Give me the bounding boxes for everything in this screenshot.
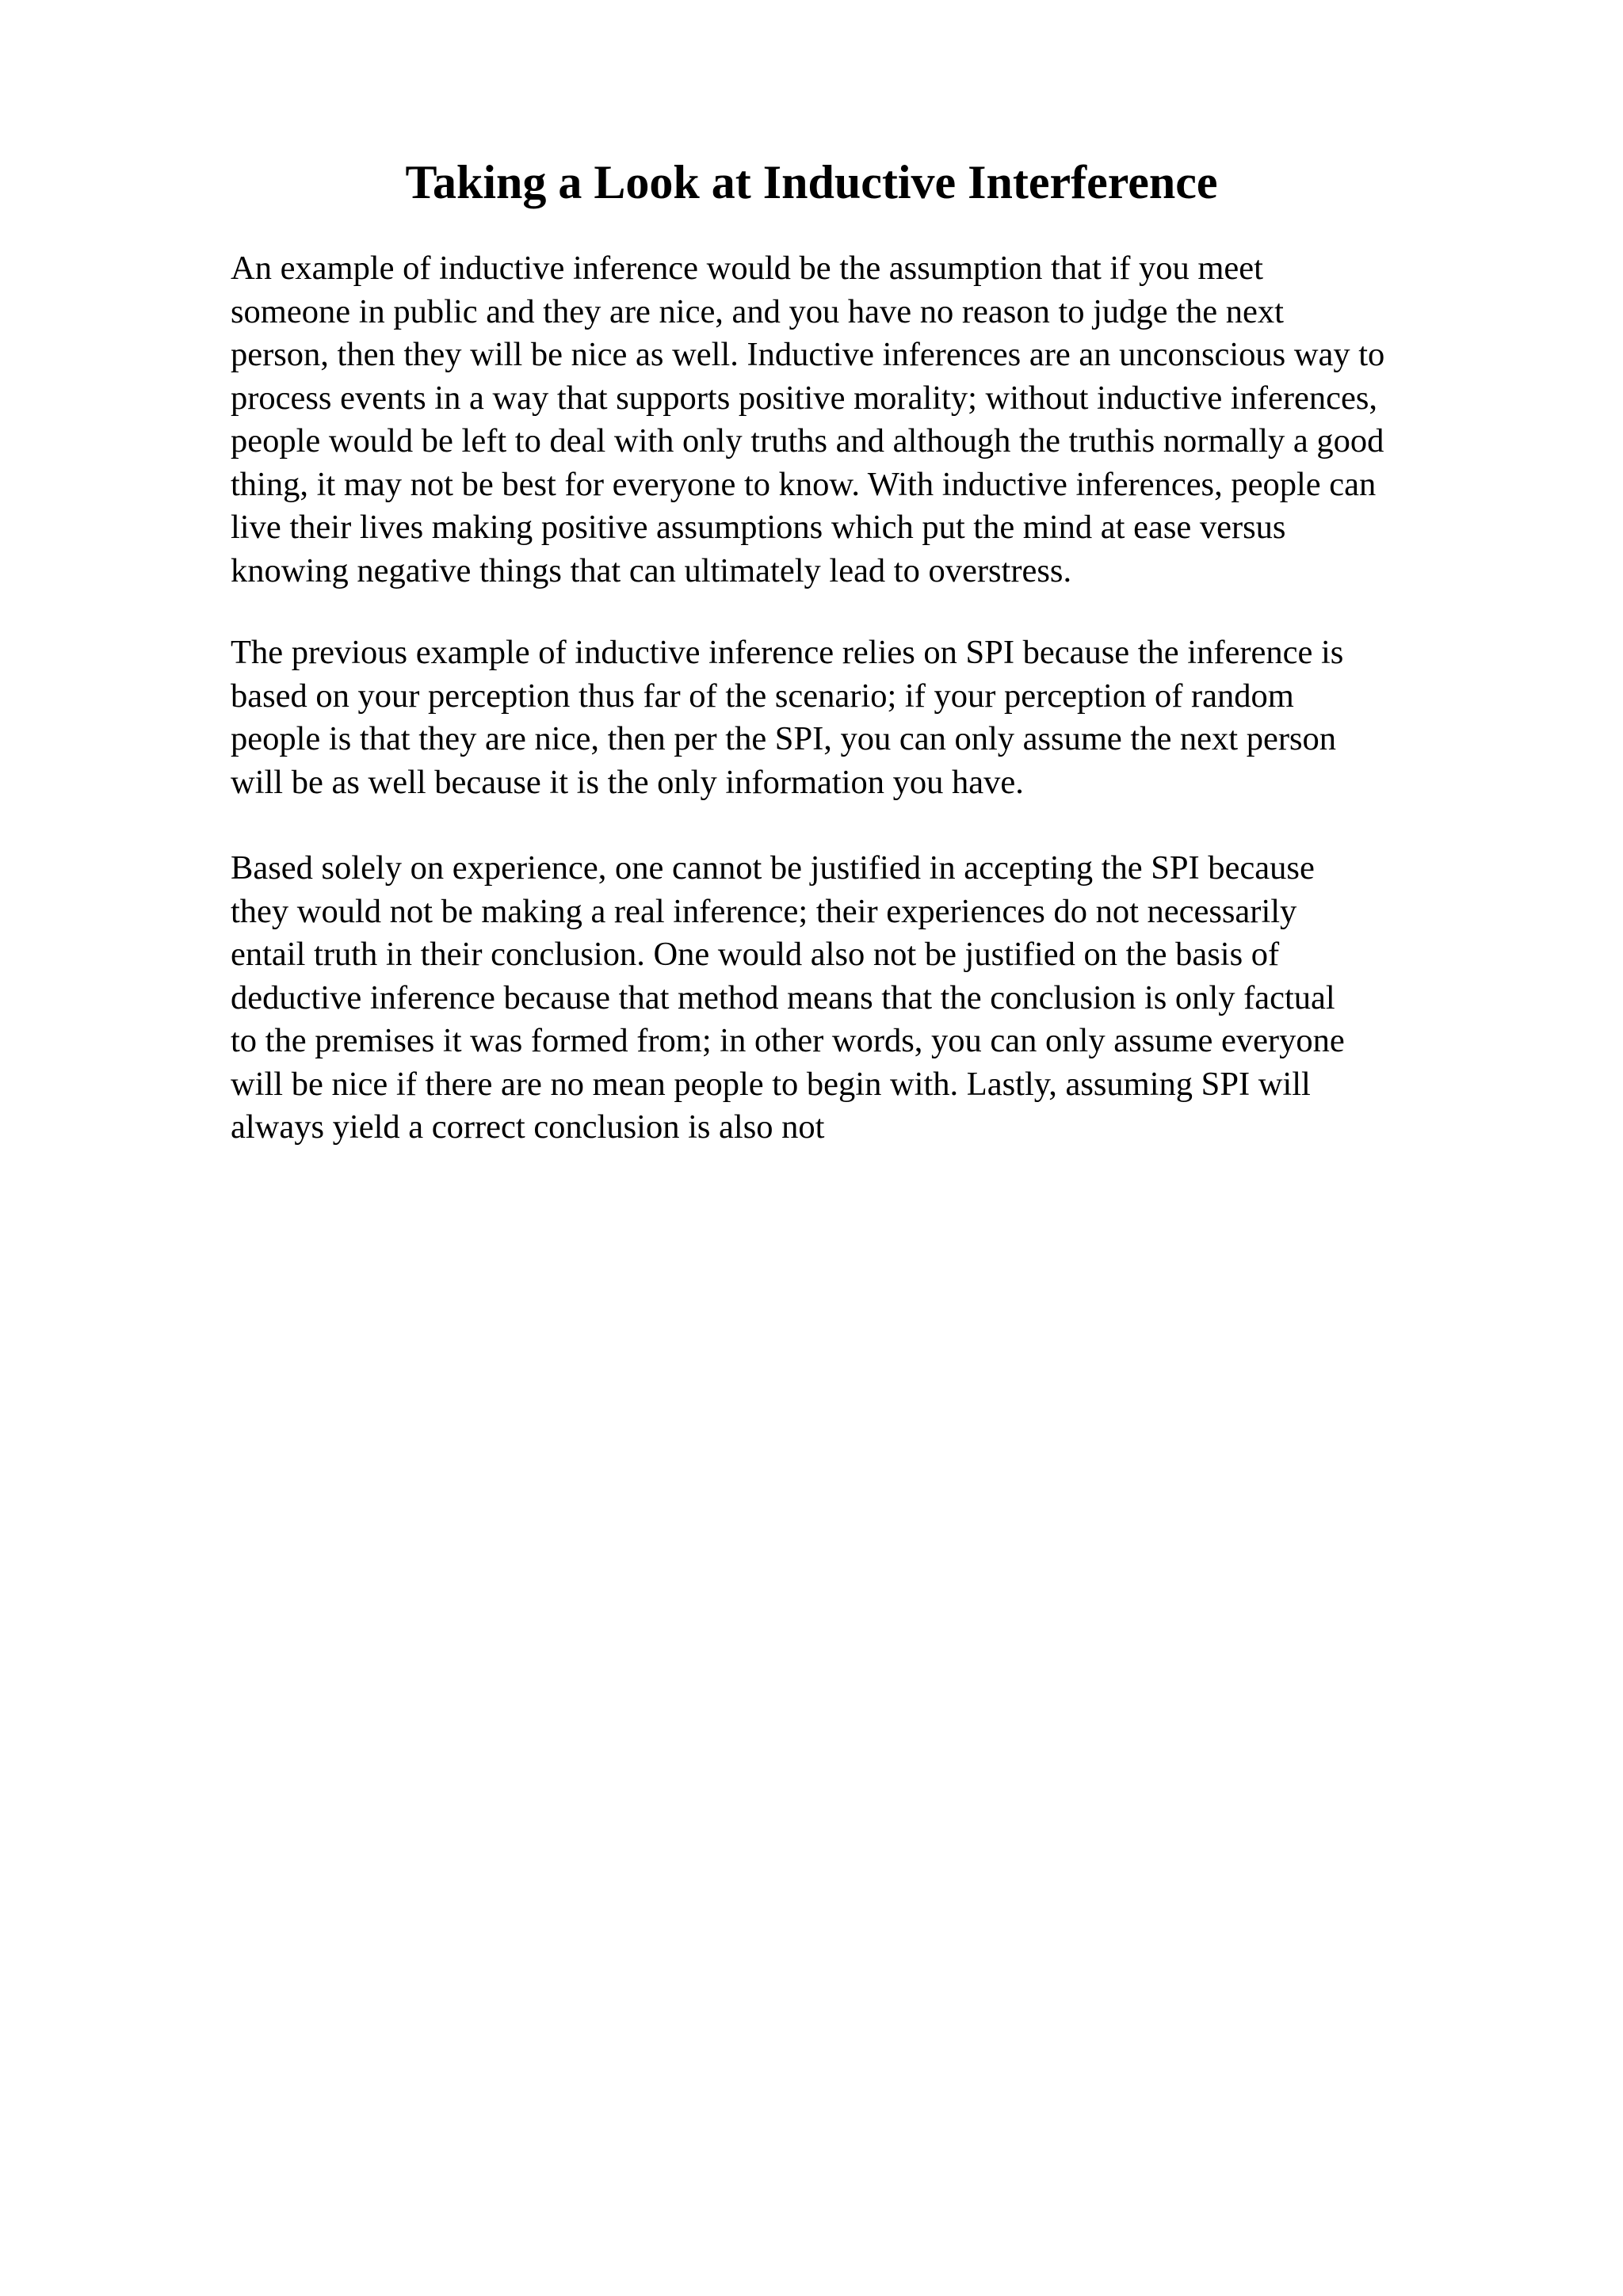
text-line: will be nice if there are no mean people to begin with. Lastly, assuming SPI will xyxy=(231,1065,1311,1103)
text-line: knowing negative things that can ultimately lead to overstress. xyxy=(231,551,1072,589)
text-line: they would not be making a real inference; their experiences do not necessarily xyxy=(231,892,1297,930)
text-line: someone in public and they are nice, and you have no reason to judge the next xyxy=(231,292,1284,330)
text-line: process events in a way that supports positive morality; without inductive inferences, xyxy=(231,379,1378,417)
text-line: entail truth in their conclusion. One would also not be justified on the basis of xyxy=(231,936,1280,973)
text-line: based on your perception thus far of the scenario; if your perception of random xyxy=(231,677,1294,715)
text-line: Based solely on experience, one cannot be justified in accepting the SPI because xyxy=(231,849,1315,887)
text-line: people would be left to deal with only truths and although the truthis normally a good xyxy=(231,422,1384,460)
text-line: An example of inductive inference would be the assumption that if you meet xyxy=(231,250,1263,287)
text-line: live their lives making positive assumptions which put the mind at ease versus xyxy=(231,509,1286,546)
text-line: person, then they will be nice as well. Inductive inferences are an unconscious way to xyxy=(231,336,1385,373)
text-line: deductive inference because that method means that the conclusion is only factual xyxy=(231,978,1335,1016)
text-line: The previous example of inductive inference relies on SPI because the inference is xyxy=(231,634,1344,671)
text-line: always yield a correct conclusion is also not xyxy=(231,1108,825,1146)
text-line: people is that they are nice, then per the SPI, you can only assume the next person xyxy=(231,720,1337,757)
paragraph-1 xyxy=(231,247,1578,593)
paragraph-2 xyxy=(231,631,1578,804)
text-line: will be as well because it is the only information you have. xyxy=(231,763,1024,801)
text-line: to the premises it was formed from; in other words, you can only assume everyone xyxy=(231,1022,1345,1059)
document-title: Taking a Look at Inductive Interference xyxy=(405,156,1218,208)
text-line: thing, it may not be best for everyone to know. With inductive inferences, people can xyxy=(231,465,1377,503)
paragraph-3 xyxy=(231,847,1578,1150)
